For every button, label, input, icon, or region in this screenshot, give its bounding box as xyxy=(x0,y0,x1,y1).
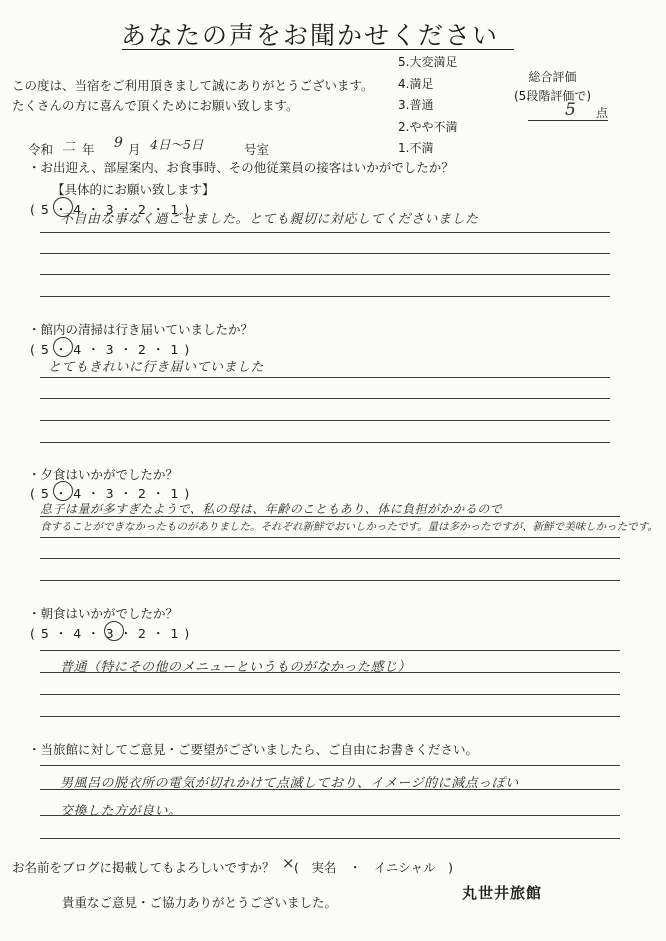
answer-line xyxy=(40,377,610,378)
question-2-rating: ( 5 ・ 4 ・ 3 ・ 2 ・ 1 ) xyxy=(30,342,191,357)
date-month: 9 xyxy=(114,135,123,151)
question-3-selected-circle xyxy=(53,481,73,501)
scale-item-1: 1.不満 xyxy=(398,141,434,155)
room-label: 号室 xyxy=(244,142,270,157)
answer-line xyxy=(40,580,620,581)
intro-line-1: この度は、当宿をご利用頂きまして誠にありがとうございます。 xyxy=(12,78,374,93)
title-underline xyxy=(122,49,514,50)
overall-unit: 点 xyxy=(596,106,609,120)
answer-line xyxy=(40,838,620,839)
score-underline xyxy=(528,120,608,121)
blog-question: お名前をブログに掲載してもよろしいですか？ xyxy=(12,860,275,875)
question-2-prompt: ・館内の清掃は行き届いていましたか？ xyxy=(28,322,254,337)
answer-line xyxy=(40,253,610,254)
answer-line xyxy=(40,442,610,443)
date-prefix: 令和 xyxy=(28,142,54,157)
question-4-rating: ( 5 ・ 4 ・ 3 ・ 2 ・ 1 ) xyxy=(30,626,191,641)
answer-line xyxy=(40,716,620,717)
question-5-prompt: ・当旅館に対してご意見・ご要望がございましたら、ご自由にお書きください。 xyxy=(28,742,479,757)
question-3-answer-2: 食することができなかったものがありました。それぞれ新鮮でおいしかったです。量は多かったですが、新鮮で美味しかったです。 xyxy=(40,521,658,533)
question-3-rating: ( 5 ・ 4 ・ 3 ・ 2 ・ 1 ) xyxy=(30,486,191,501)
scale-item-2: 2.やや不満 xyxy=(398,119,458,134)
answer-line xyxy=(40,789,620,790)
answer-line xyxy=(40,672,620,673)
date-month-unit: 月 xyxy=(128,142,141,157)
answer-line xyxy=(40,765,620,766)
intro-line-2: たくさんの方に喜んで頂くためにお願い致します。 xyxy=(12,98,299,113)
answer-line xyxy=(40,694,620,695)
blog-options: ( 実名 ・ イニシャル ) xyxy=(294,860,454,875)
scale-item-5: 5.大変満足 xyxy=(398,55,458,69)
question-4-answer-1: 普通（特にその他のメニューというものがなかった感じ） xyxy=(60,660,412,675)
thanks-message: 貴重なご意見・ご協力ありがとうございました。 xyxy=(62,895,338,910)
question-3-answer-1: 息子は量が多すぎたようで、私の母は、年齢のこともあり、体に負担がかかるので xyxy=(40,502,503,516)
date-year-unit: 年 xyxy=(82,142,95,157)
question-2-answer-1: とてもきれいに行き届いていました xyxy=(48,360,265,375)
question-1-prompt: ・お出迎え、部屋案内、お食事時、その他従業員の接客はいかがでしたか？ xyxy=(28,160,454,175)
overall-sublabel: (5段階評価で) xyxy=(514,89,591,103)
answer-line xyxy=(40,274,610,275)
question-4-selected-circle xyxy=(104,621,124,641)
answer-line xyxy=(40,296,610,297)
blog-answer-mark: × xyxy=(282,854,295,872)
date-days: 4日～5日 xyxy=(150,137,204,152)
scale-item-3: 3.普通 xyxy=(398,98,434,112)
question-3-prompt: ・夕食はいかがでしたか？ xyxy=(28,467,179,482)
question-1-rating: ( 5 ・ 4 ・ 3 ・ 2 ・ 1 ) xyxy=(30,202,191,217)
rating-scale-legend xyxy=(398,52,457,160)
scale-item-4: 4.満足 xyxy=(398,76,434,91)
question-1-answer-1: 不自由な事なく過ごせました。とても親切に対応してくださいました xyxy=(60,212,479,227)
question-5-answer-2: 交換した方が良い。 xyxy=(60,804,182,819)
answer-line xyxy=(40,516,620,517)
form-title: あなたの声をお聞かせください xyxy=(120,21,499,50)
overall-label: 総合評価 xyxy=(528,70,577,84)
date-year: 二 xyxy=(62,140,76,155)
answer-line xyxy=(40,815,620,816)
answer-line xyxy=(40,650,620,651)
answer-line xyxy=(40,398,610,399)
answer-line xyxy=(40,537,620,538)
question-2-selected-circle xyxy=(53,337,73,357)
question-1-instruction: 【具体的にお願い致します】 xyxy=(52,182,215,197)
question-5-answer-1: 男風呂の脱衣所の電気が切れかけて点滅しており、イメージ的に減点っぽい xyxy=(60,776,519,791)
answer-line xyxy=(40,232,610,233)
inn-name: 丸世井旅館 xyxy=(462,884,543,902)
overall-score: 5 xyxy=(565,100,576,120)
answer-line xyxy=(40,558,620,559)
overall-rating-box xyxy=(514,68,591,106)
answer-line xyxy=(40,420,610,421)
question-4-prompt: ・朝食はいかがでしたか？ xyxy=(28,606,179,621)
